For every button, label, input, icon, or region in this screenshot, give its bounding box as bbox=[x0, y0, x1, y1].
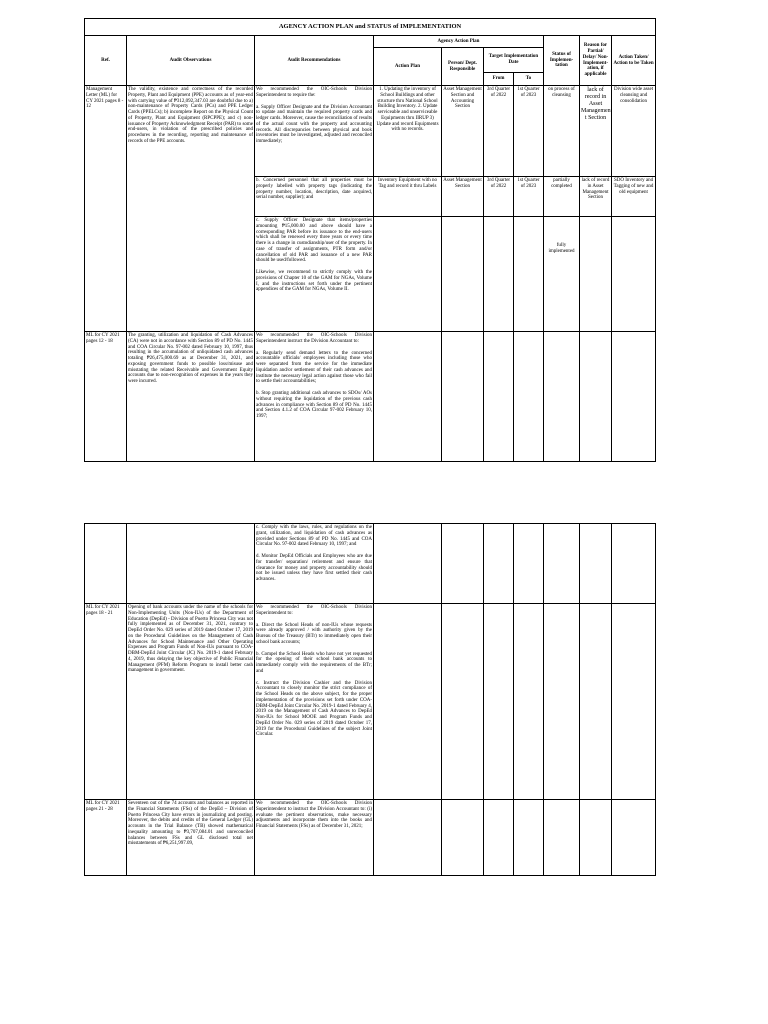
table-row bbox=[85, 86, 656, 177]
header-to: To bbox=[514, 73, 544, 86]
row1-taken-a: Division wide asset cleansing and consolidation bbox=[612, 86, 656, 177]
header-person-responsible: Person/ Dept. Responsible bbox=[442, 48, 484, 86]
header-action-taken: Action Taken/ Action to be Taken bbox=[612, 36, 656, 86]
row1-plan-b: Inventory Equipment with no Tag and record it thru Labels bbox=[374, 177, 442, 217]
row4-observation: Seventeen out of the 74 accounts and balances as reported in the Financial Statements (FSs) of the DepEd – Division of Puerto Princesa City have errors in journalizing and posting. Moreover, the debits and credits of the General Ledger (GL) accounts in the Trial Balance (TB) showed mathematical inequality amounting to ₱3,707,084.01 and unreconciled balances between FSs and GL disclosed total net misstatements of ₱6,251,997.09, bbox=[127, 800, 255, 876]
row1-observation: The validity, existence and correctness of the recorded Property, Plant and Equipment (PPE) accounts as of year-end with carrying value of ₱312,092,347.03 are doubtful due to a) non-maintenance of Property Cards (PCs) and PPE Ledger Cards (PPELCs); b) incomplete Report on the Physical Count of Property, Plant and Equipment (RPCPPE); and c) non-issuance of Property Acknowledgment Receipt (PAR) to some end-users, in violation of the prescribed policies and procedures in the recording, reporting and maintenance of records of the PPE accounts. bbox=[127, 86, 255, 332]
row1-ref: Management Letter (ML) for CY 2021 pages 8 - 12 bbox=[85, 86, 127, 332]
row1-reason-a: lack of record in Asset Managemen t Section bbox=[580, 86, 612, 177]
row1-from-b: 3rd Quarter of 2022 bbox=[484, 177, 514, 217]
header-audit-observations: Audit Observations bbox=[127, 36, 255, 86]
header-status: Status of Implemen-tation bbox=[544, 36, 580, 86]
row3-rec-c: c. Instruct the Division Cashier and the Division Accountant to closely monitor the strict compliance of the School Heads on the above subject, for the proper implementation of the provisions set forth under COA-DBM-DepEd Joint Circular No. 2019-1 dated February 4, 2019 on the Management of Cash Advances to DepEd Non-IUs for School MOOE and Program Funds and DepEd Order No. 029 series of 2019 dated October 17, 2019 for the Procedural Guidelines of the subject Joint Circular. bbox=[256, 680, 372, 738]
row4-rec-intro: We recommended the OIC-Schools Division Superintendent to instruct the Division Accountant to: (i) evaluate the pertinent observations, make necessary adjustments and incorporate them into the books and Financial Statements (FSs) as of December 31, 2021; bbox=[256, 801, 372, 829]
row4-ref: ML for CY 2021 pages 21 - 28 bbox=[85, 800, 127, 876]
row1-rec-intro: We recommended the OIC-Schools Division Superintendent to require the: bbox=[256, 87, 372, 98]
row1-status-c: fully implemented bbox=[544, 217, 580, 332]
row1-status-a: on process of cleansing bbox=[544, 86, 580, 177]
row1-rec-d: Likewise, we recommend to strictly comply with the provisions of Chapter 10 of the GAM for NGAs, Volume I, and the instructions set forth under the pertinent appendices of the GAM for NGAs, Volume II. bbox=[256, 270, 372, 293]
row1-rec-b: b. Concerned personnel that all properties must be properly labelled with property tags (indicating the property number, location, description, date acquired, serial number, supplier); and bbox=[255, 177, 374, 217]
header-audit-recommendations: Audit Recommendations bbox=[255, 36, 374, 86]
row3-recommendations bbox=[255, 604, 374, 800]
table-row bbox=[85, 604, 656, 800]
table-title: AGENCY ACTION PLAN and STATUS of IMPLEMENTATION bbox=[85, 19, 656, 36]
row1-to-a: 1st Quarter of 2023 bbox=[514, 86, 544, 177]
row1-taken-b: SDO Inventory and Tagging of new and old equipment bbox=[612, 177, 656, 217]
row3-rec-a: a. Direct the School Heads of non-IUs whose requests were already approved / with authority given by the Bureau of the Treasury (BTr) to immediately open their school bank accounts; bbox=[256, 622, 372, 645]
row1-recommendation-c bbox=[255, 217, 374, 332]
row1-recommendation-a bbox=[255, 86, 374, 177]
row1-resp-a: Asset Management Section and Accounting Section bbox=[442, 86, 484, 177]
row1-rec-a: a. Supply Officer Designate and the Division Accountant to update and maintain the required property cards and ledger cards. Moreover, cause the reconciliation of results of the actual count with the property and accounting records. All discrepancies between physical and book inventories must be investigated, adjusted and reconciled immediately; bbox=[256, 104, 372, 144]
row3-observation: Opening of bank accounts under the name of the schools for Non-Implementing Units (Non-IUs) of the Department of Education (DepEd) - Division of Puerto Princesa City was not fully implemented as of December 31, 2021, contrary to DepEd Order No. 029 series of 2019 dated October 17, 2019 on the Procedural Guidelines on the Management of Cash Advances for School Maintenance and Other Operating Expenses and Program Funds of Non-IUs pursuant to COA-DBM-DepEd Joint Circular (JC) No. 2019-1 dated February 4, 2019, thus delaying the key objective of Public Financial Management (PFM) Reform Program to install better cash management in government. bbox=[127, 604, 255, 800]
header-target-date: Target Implementation Date bbox=[484, 48, 544, 73]
row3-ref: ML for CY 2021 pages 18 - 21 bbox=[85, 604, 127, 800]
row2-recommendations bbox=[255, 332, 374, 462]
row2-rec-intro: We recommended the OIC-Schools Division Superintendent instruct the Division Accountant to: bbox=[256, 333, 372, 344]
action-plan-table-page-2 bbox=[84, 523, 656, 876]
row1-resp-b: Asset Management Section bbox=[442, 177, 484, 217]
row1-to-b: 1st Quarter of 2023 bbox=[514, 177, 544, 217]
row2-observation: The granting, utilization and liquidation of Cash Advances (CA) were not in accordance with Section 89 of PD No. 1445 and COA Circular No. 97-002 dated February 10, 1997, thus resulting in the accumulation of unliquidated cash advances totaling ₱26,475,000.69 as at December 31, 2021, and exposing government funds to possible loss/misuse and misstating the related Receivable and Government Equity accounts due to non-recognition of expenses in the years they were incurred. bbox=[127, 332, 255, 462]
header-reason: Reason for Partial/ Delay/ Non-Implement-ation, if applicable bbox=[580, 36, 612, 86]
row2-recommendations-cont bbox=[255, 524, 374, 604]
header-action-plan: Action Plan bbox=[374, 48, 442, 86]
row1-rec-c: c. Supply Officer Designate that items/properties amounting ₱15,000.00 and above should have a corresponding PAR before its issuance to the end-users which shall be renewed every three years or every time there is a change in custodianship/user of the property. In case of transfer of assignments, PTR form and/or cancellation of old PAR and issuance of a new PAR should be used/followed. bbox=[256, 218, 372, 264]
row1-plan-a: 1. Updating the inventory of School Buildings and other structure thru National School Building Inventory. 2. Update serviceable and unserviceable Equipments thru IIRUP 3) Update and record Equipments with no records. bbox=[374, 86, 442, 177]
table-row bbox=[85, 524, 656, 604]
row2-rec-c: c. Comply with the laws, rules, and regulations on the grant, utilization, and liquidation of cash advances as provided under Sections 89 of PD No. 1445 and COA Circular No. 97-002 dated February 10, 1997; and bbox=[256, 525, 372, 548]
table-row bbox=[85, 332, 656, 462]
row2-rec-a: a. Regularly send demand letters to the concerned accountable officials/ employees including those who were separated from the service for the immediate liquidation and/or settlement of their cash advances and institute the necessary legal action against those who fail to settle their accountabilities; bbox=[256, 350, 372, 385]
header-from: From bbox=[484, 73, 514, 86]
row1-from-a: 3rd Quarter of 2022 bbox=[484, 86, 514, 177]
row3-rec-b: b. Compel the School Heads who have not yet requested for the opening of their school bank accounts to immediately comply with the requirements of the BTr; and bbox=[256, 651, 372, 674]
action-plan-table-page-1 bbox=[84, 18, 656, 462]
row3-rec-intro: We recommended the OIC-Schools Division Superintendent to: bbox=[256, 605, 372, 616]
header-ref: Ref. bbox=[85, 36, 127, 86]
row2-rec-b: b. Stop granting additional cash advances to SDOs/ AOs without requiring the liquidation of the previous cash advances in compliance with Section 89 of PD No. 1445 and Section 4.1.2 of COA Circular 97-002 February 10, 1997; bbox=[256, 391, 372, 419]
table-row bbox=[85, 800, 656, 876]
row1-reason-b: lack of record in Asset Management Section bbox=[580, 177, 612, 217]
row4-recommendations bbox=[255, 800, 374, 876]
row2-rec-d: d. Monitor DepEd Officials and Employees who are due for transfer/ separation/ retirement and ensure that clearance for money and property accountability should not be issued unless they have first settled their cash advances. bbox=[256, 554, 372, 582]
header-agency-action-plan: Agency Action Plan bbox=[374, 36, 544, 48]
row2-ref: ML for CY 2021 pages 12 - 18 bbox=[85, 332, 127, 462]
row1-status-b: partially completed bbox=[544, 177, 580, 217]
